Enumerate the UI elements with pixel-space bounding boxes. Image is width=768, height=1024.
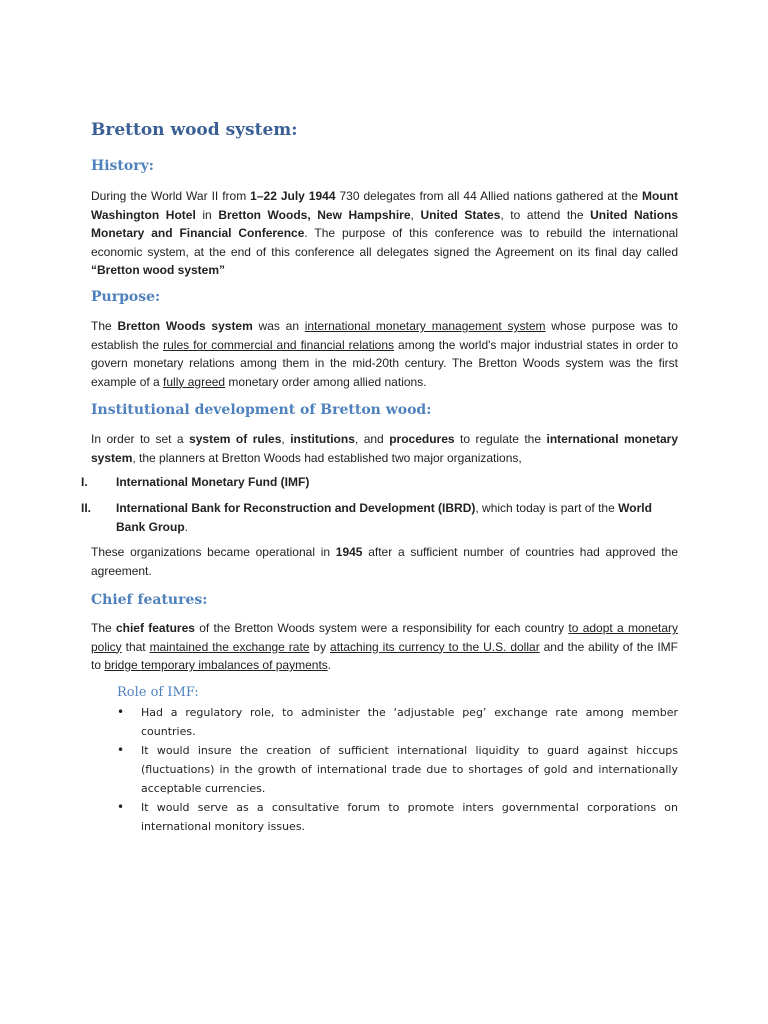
bullet-icon: • (117, 800, 125, 814)
role-of-imf-heading: Role of IMF: (117, 685, 199, 700)
chief-features-paragraph: The chief features of the Bretton Woods system were a responsibility for each country to adopt a monetary policy that maintained the exchange rate by attaching its currency to the U.S. dollar and the ability of the IMF to bridge temporary imbalances of payments. (91, 621, 679, 672)
chief-features-heading: Chief features: (91, 592, 208, 608)
document-title: Bretton wood system: (91, 120, 298, 140)
organization-item-imf: I. International Monetary Fund (IMF) (81, 475, 310, 489)
institutional-heading: Institutional development of Bretton wood: (91, 402, 432, 418)
list-item: • Had a regulatory role, to administer the ‘adjustable peg’ exchange rate among member countries. (117, 703, 678, 741)
history-heading: History: (91, 158, 154, 174)
institutional-paragraph: In order to set a system of rules, institutions, and procedures to regulate the international monetary system, the planners at Bretton Woods had established two major organizations, (91, 432, 679, 465)
history-paragraph: During the World War II from 1–22 July 1944 730 delegates from all 44 Allied nations gathered at the Mount Washington Hotel in Bretton Woods, New Hampshire, United States, to attend the United Nations Monetary and Financial Conference. The purpose of this conference was to rebuild the international economic system, at the end of this conference all delegates signed the Agreement on its final day called “Bretton wood system” (91, 189, 679, 277)
list-item: • It would serve as a consultative forum to promote inters governmental corporations on international monitory issues. (117, 798, 678, 836)
bullet-icon: • (117, 705, 125, 719)
bullet-icon: • (117, 743, 125, 757)
role-of-imf-list (117, 703, 678, 836)
purpose-paragraph: The Bretton Woods system was an international monetary management system whose purpose was to establish the rules for commercial and financial relations among the world's major industrial states in order to govern monetary relations among them in the mid-20th century. The Bretton Woods system was the first example of a fully agreed monetary order among allied nations. (91, 319, 678, 389)
operational-paragraph: These organizations became operational in 1945 after a sufficient number of countries had approved the agreement. (91, 545, 678, 578)
organization-item-ibrd: II. International Bank for Reconstruction and Development (IBRD), which today is part of the World Bank Group. (81, 501, 652, 534)
purpose-heading: Purpose: (91, 289, 161, 305)
list-item: • It would insure the creation of sufficient international liquidity to guard against hiccups (fluctuations) in the growth of international trade due to shortages of gold and internationally acceptable currencies. (117, 741, 678, 798)
